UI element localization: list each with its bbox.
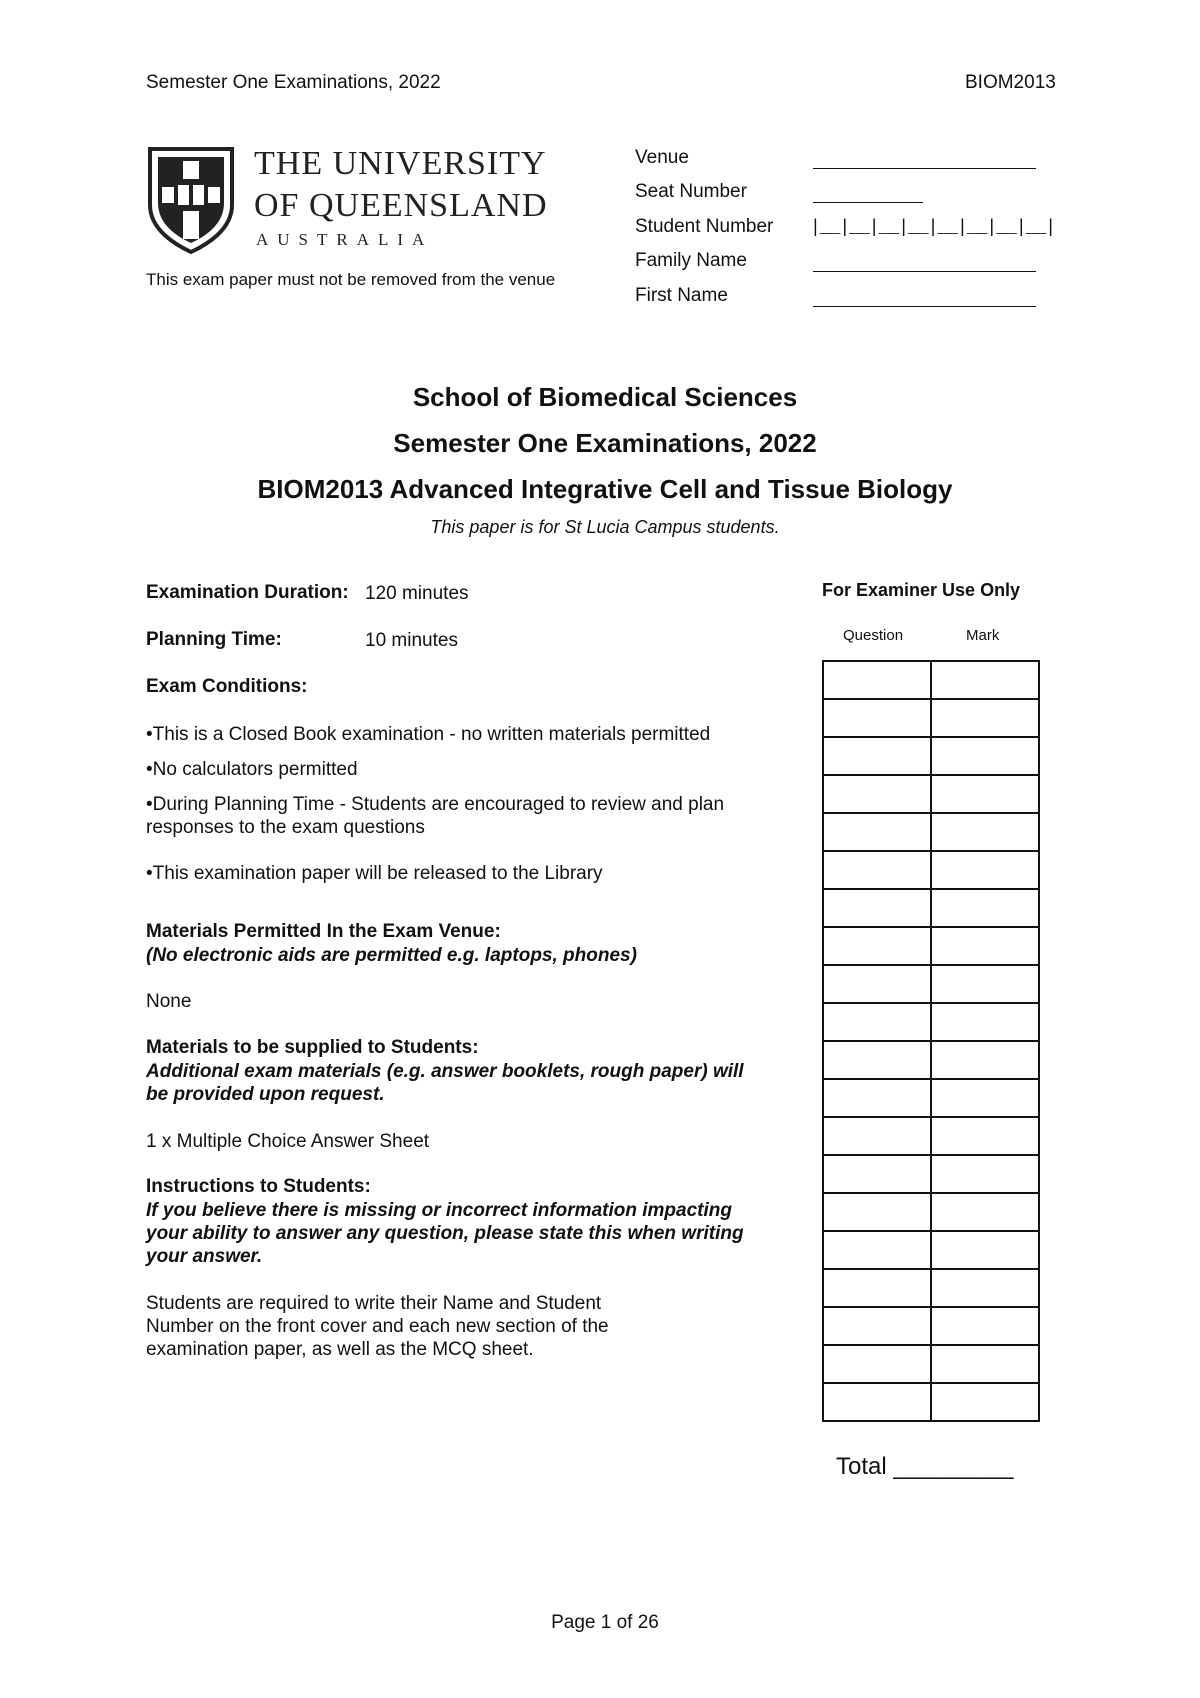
supplied-note-line: Additional exam materials (e.g. answer booklets, rough paper) will	[146, 1061, 744, 1082]
question-cell[interactable]	[823, 1079, 931, 1117]
permitted-note: (No electronic aids are permitted e.g. laptops, phones)	[146, 945, 637, 966]
table-row	[823, 927, 1039, 965]
planning-value: 10 minutes	[365, 630, 458, 651]
question-cell[interactable]	[823, 851, 931, 889]
instructions-note-line: your answer.	[146, 1246, 263, 1267]
instructions-text-line: Number on the front cover and each new section of the	[146, 1316, 609, 1337]
seat-number-field[interactable]	[813, 202, 923, 203]
question-cell[interactable]	[823, 1117, 931, 1155]
mark-cell[interactable]	[931, 775, 1039, 813]
page-number: Page 1 of 26	[551, 1612, 659, 1633]
family-name-label: Family Name	[635, 250, 747, 271]
question-cell[interactable]	[823, 737, 931, 775]
total-field[interactable]: Total _________	[836, 1453, 1014, 1480]
table-row	[823, 1079, 1039, 1117]
first-name-field[interactable]	[813, 306, 1036, 307]
venue-label: Venue	[635, 147, 689, 168]
instructions-text-line: Students are required to write their Name and Student	[146, 1293, 602, 1314]
table-row	[823, 775, 1039, 813]
mark-cell[interactable]	[931, 1345, 1039, 1383]
table-row	[823, 1231, 1039, 1269]
table-row	[823, 1383, 1039, 1421]
question-cell[interactable]	[823, 1383, 931, 1421]
table-row	[823, 1307, 1039, 1345]
question-cell[interactable]	[823, 775, 931, 813]
question-cell[interactable]	[823, 965, 931, 1003]
mark-cell[interactable]	[931, 927, 1039, 965]
table-row	[823, 1155, 1039, 1193]
logo-line-2: OF QUEENSLAND	[254, 187, 548, 224]
supplied-label: Materials to be supplied to Students:	[146, 1037, 479, 1058]
mark-cell[interactable]	[931, 965, 1039, 1003]
mark-cell[interactable]	[931, 1383, 1039, 1421]
table-row	[823, 1345, 1039, 1383]
venue-notice: This exam paper must not be removed from the venue	[146, 270, 556, 289]
student-number-label: Student Number	[635, 216, 774, 237]
column-mark: Mark	[966, 627, 1000, 644]
condition-item: •This examination paper will be released to the Library	[146, 863, 603, 884]
duration-label: Examination Duration:	[146, 582, 349, 603]
condition-item: •During Planning Time - Students are encouraged to review and plan	[146, 794, 725, 815]
supplied-note-line: be provided upon request.	[146, 1084, 385, 1105]
table-row	[823, 813, 1039, 851]
mark-cell[interactable]	[931, 661, 1039, 699]
mark-cell[interactable]	[931, 1155, 1039, 1193]
planning-label: Planning Time:	[146, 629, 282, 650]
table-row	[823, 1193, 1039, 1231]
question-cell[interactable]	[823, 1231, 931, 1269]
question-cell[interactable]	[823, 1003, 931, 1041]
permitted-label: Materials Permitted In the Exam Venue:	[146, 921, 501, 942]
university-logo	[146, 145, 566, 255]
instructions-label: Instructions to Students:	[146, 1176, 371, 1197]
question-cell[interactable]	[823, 1345, 931, 1383]
question-cell[interactable]	[823, 1041, 931, 1079]
table-row	[823, 1117, 1039, 1155]
duration-value: 120 minutes	[365, 583, 469, 604]
question-cell[interactable]	[823, 661, 931, 699]
table-row	[823, 1003, 1039, 1041]
question-cell[interactable]	[823, 927, 931, 965]
first-name-label: First Name	[635, 285, 728, 306]
mark-cell[interactable]	[931, 851, 1039, 889]
mark-cell[interactable]	[931, 1269, 1039, 1307]
table-row	[823, 1269, 1039, 1307]
logo-line-1: THE UNIVERSITY	[254, 145, 547, 182]
column-question: Question	[843, 627, 904, 644]
mark-cell[interactable]	[931, 1079, 1039, 1117]
question-cell[interactable]	[823, 699, 931, 737]
seat-number-label: Seat Number	[635, 181, 747, 202]
campus-subtitle: This paper is for St Lucia Campus students.	[430, 517, 780, 537]
marks-table	[822, 660, 1040, 1422]
mark-cell[interactable]	[931, 813, 1039, 851]
mark-cell[interactable]	[931, 1307, 1039, 1345]
semester-title: Semester One Examinations, 2022	[393, 428, 817, 458]
question-cell[interactable]	[823, 1269, 931, 1307]
conditions-label: Exam Conditions:	[146, 676, 308, 697]
examiner-heading: For Examiner Use Only	[822, 580, 1021, 600]
mark-cell[interactable]	[931, 1041, 1039, 1079]
header-right: BIOM2013	[965, 72, 1056, 93]
family-name-field[interactable]	[813, 271, 1036, 272]
mark-cell[interactable]	[931, 1117, 1039, 1155]
mark-cell[interactable]	[931, 1003, 1039, 1041]
crest-icon	[146, 145, 236, 255]
course-title: BIOM2013 Advanced Integrative Cell and Tissue Biology	[257, 474, 953, 504]
condition-item: •This is a Closed Book examination - no written materials permitted	[146, 724, 711, 745]
table-row	[823, 1041, 1039, 1079]
table-row	[823, 851, 1039, 889]
permitted-value: None	[146, 991, 192, 1012]
mark-cell[interactable]	[931, 1231, 1039, 1269]
supplied-value: 1 x Multiple Choice Answer Sheet	[146, 1131, 430, 1152]
mark-cell[interactable]	[931, 889, 1039, 927]
mark-cell[interactable]	[931, 699, 1039, 737]
instructions-text-line: examination paper, as well as the MCQ sheet.	[146, 1339, 534, 1360]
mark-cell[interactable]	[931, 737, 1039, 775]
header-left: Semester One Examinations, 2022	[146, 72, 441, 93]
question-cell[interactable]	[823, 813, 931, 851]
instructions-note-line: your ability to answer any question, please state this when writing	[146, 1223, 744, 1244]
venue-field[interactable]	[813, 168, 1036, 169]
condition-item: •No calculators permitted	[146, 759, 358, 780]
student-number-field[interactable]: |__|__|__|__|__|__|__|__|	[810, 218, 1056, 238]
table-row	[823, 699, 1039, 737]
mark-cell[interactable]	[931, 1193, 1039, 1231]
instructions-note-line: If you believe there is missing or incorrect information impacting	[146, 1200, 732, 1221]
table-row	[823, 661, 1039, 699]
school-title: School of Biomedical Sciences	[412, 382, 798, 412]
question-cell[interactable]	[823, 1193, 931, 1231]
question-cell[interactable]	[823, 889, 931, 927]
logo-line-3: AUSTRALIA	[256, 230, 434, 249]
question-cell[interactable]	[823, 1307, 931, 1345]
condition-item: responses to the exam questions	[146, 817, 425, 838]
table-row	[823, 889, 1039, 927]
table-row	[823, 737, 1039, 775]
question-cell[interactable]	[823, 1155, 931, 1193]
table-row	[823, 965, 1039, 1003]
